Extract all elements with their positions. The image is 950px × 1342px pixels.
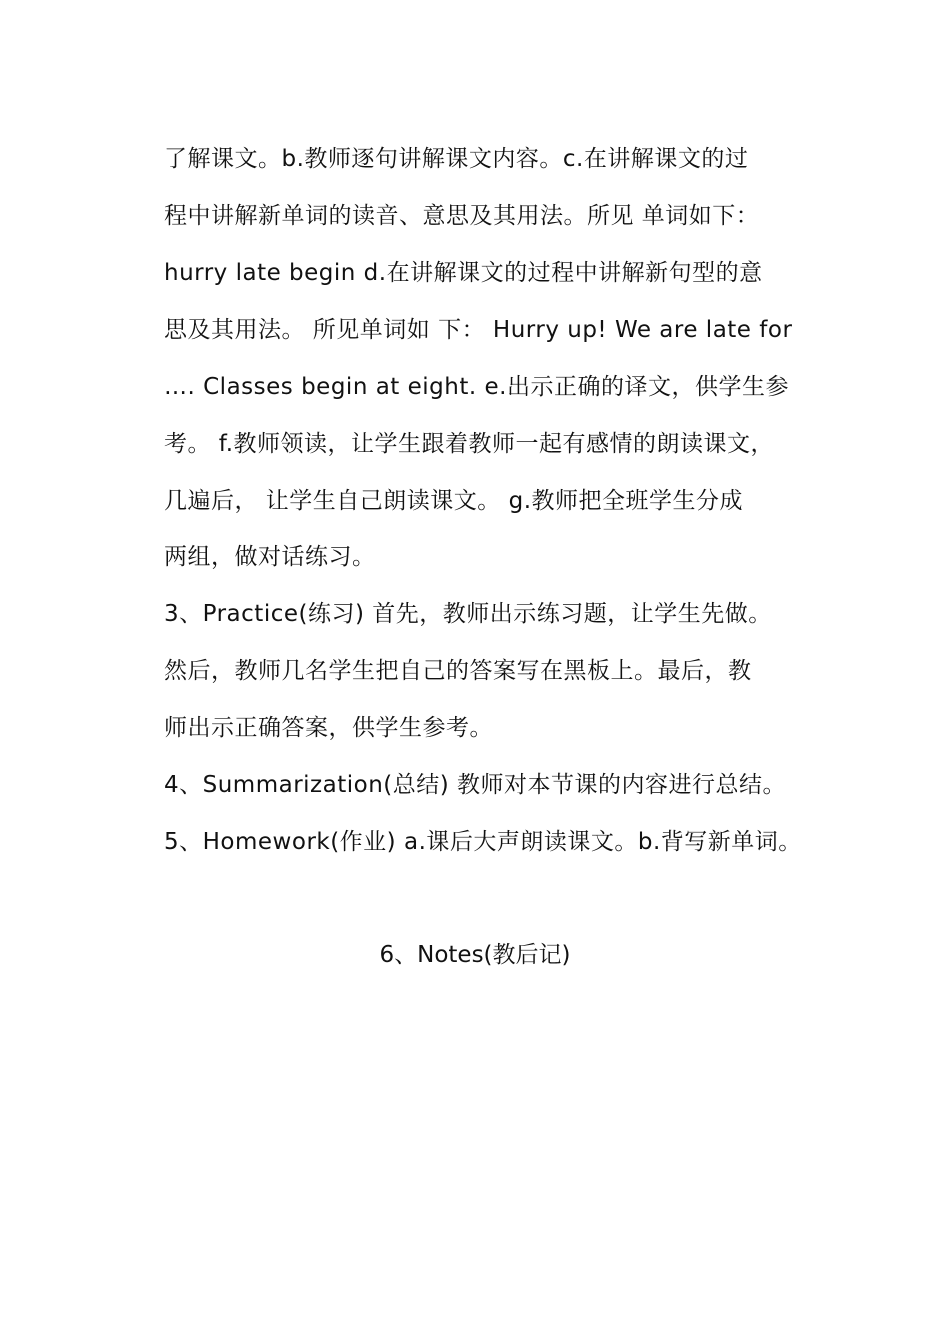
practice-line-2: 然后，教师几名学生把自己的答案写在黑板上。最后，教 [164,658,752,684]
notes-heading: 6、Notes(教后记) [379,942,571,968]
text-line-3: hurry late begin d.在讲解课文的过程中讲解新句型的意 [164,260,763,286]
practice-line-1: 3、Practice(练习) 首先，教师出示练习题，让学生先做。 [164,601,772,627]
text-line-1: 了解课文。b.教师逐句讲解课文内容。c.在讲解课文的过 [164,146,749,172]
text-line-4: 思及其用法。 所见单词如 下： Hurry up! We are late for [164,317,793,343]
text-line-2: 程中讲解新单词的读音、意思及其用法。所见 单词如下： [164,203,760,229]
practice-line-3: 师出示正确答案，供学生参考。 [164,715,493,741]
summarization-line: 4、Summarization(总结) 教师对本节课的内容进行总结。 [164,772,787,798]
text-line-6: 考。 f.教师领读，让学生跟着教师一起有感情的朗读课文， [164,431,775,457]
text-line-8: 两组，做对话练习。 [164,544,376,570]
homework-line: 5、Homework(作业) a.课后大声朗读课文。b.背写新单词。 [164,829,802,855]
text-line-5: …. Classes begin at eight. e.出示正确的译文，供学生参 [164,374,789,400]
text-line-7: 几遍后， 让学生自己朗读课文。 g.教师把全班学生分成 [164,488,744,514]
